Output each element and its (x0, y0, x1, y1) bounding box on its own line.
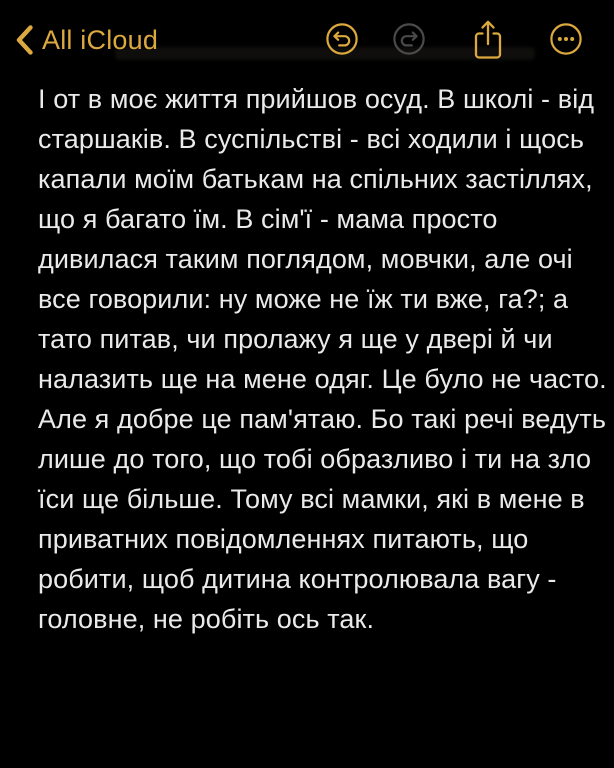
ellipsis-circle-icon (549, 22, 583, 56)
note-text-line: лише до того, що тобі образливо і ти на зло (38, 444, 592, 474)
note-text-line: робити, щоб дитина контролювала вагу - (38, 564, 557, 594)
redo-button[interactable] (392, 22, 426, 56)
back-button-label: All iCloud (42, 25, 159, 55)
back-button-all-icloud[interactable] (16, 20, 158, 60)
note-text-line: тато питав, чи пролажу я ще у двері й чи (38, 324, 553, 354)
redo-icon (392, 22, 426, 56)
note-text-line: їси ще більше. Тому всі мамки, які в мене в (38, 484, 585, 514)
share-button[interactable] (471, 17, 505, 62)
undo-button[interactable] (325, 22, 359, 56)
note-text-line: що я багато їм. В сім'ї - мама просто (38, 204, 498, 234)
note-text-line: капали моїм батькам на спільних застіллях, (38, 164, 593, 194)
note-text-line: налазить ще на мене одяг. Це було не часто. (38, 364, 607, 394)
note-text-line: головне, не робіть ось так. (38, 604, 375, 634)
chevron-left-icon (16, 25, 33, 55)
toolbar (0, 0, 614, 78)
note-text-line: приватних повідомленнях питають, що (38, 524, 529, 554)
more-options-button[interactable] (549, 22, 583, 56)
note-text-line: дивилася таким поглядом, мовчки, але очі (38, 244, 573, 274)
note-text-line: старшаків. В суспільстві - всі ходили і щось (38, 124, 585, 154)
note-text-line: І от в моє життя прийшов осуд. В школі - від (38, 84, 595, 114)
share-icon (471, 17, 505, 62)
note-text-line: все говорили: ну може не їж ти вже, га?; а (38, 284, 569, 314)
note-text-line: Але я добре це пам'ятаю. Бо такі речі ведуть (38, 404, 607, 434)
note-editor[interactable] (38, 79, 607, 639)
undo-icon (325, 22, 359, 56)
